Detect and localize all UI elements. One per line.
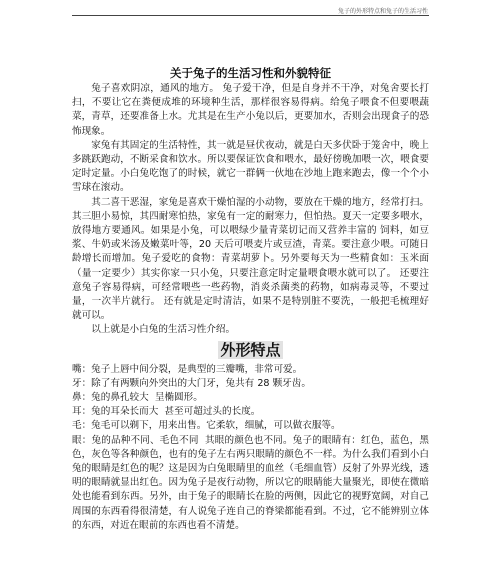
- feature-item-mouth: 嘴：兔子上唇中间分裂，是典型的三瓣嘴，非常可爱。: [72, 363, 303, 375]
- paragraph: 兔子喜欢阴凉，通风的地方。 兔子爱干净，但是自身并不干净，对兔舍要长打扫，不要让它在粪便成堆的环境种生活，那样很容易得病。给兔子喂食不但要喂蔬菜，青草，还要准备上水。尤其是在生产小兔以后，更要加水，否则会出现食子的恐怖现象。: [72, 83, 429, 137]
- paragraph: 其二喜干恶湿，家兔是喜欢干燥怕湿的小动物，要放在干燥的地方，经常打扫。其三胆小易惊，其四耐寒怕热，家兔有一定的耐寒力，但怕热。夏天一定要多喂水，放得地方要通风。如果是小兔，可以喂绿少量青菜切记而又营养丰富的 饲料，如豆浆、牛奶或米汤及嫩菜叶等，20 天后可喂麦片或豆渣，青菜。要注意少喂。可随日龄增长而增加。兔子爱吃的食物：青菜胡萝卜。另外要每天为一些精食如：玉米面（量一定要少）其实你家一只小兔，只要注意定时定量喂食喂水就可以了。 还要注意兔子容易得病，可经常喂些一些药物，消炎杀菌类的药物，如病毒灵等，不要过量，一次半片就行。 还有就是定时清洁，如果不是特别脏不要洗，一般把毛梳理好就可以。: [72, 196, 429, 322]
- page-header-title: 兔子的外形特点和兔子的生活习性: [337, 8, 428, 15]
- feature-item-teeth: 牙：除了有两颗向外突出的大门牙，兔共有 28 颗牙齿。: [72, 377, 311, 389]
- document-title: 关于兔子的生活习性和外貌特征: [170, 66, 331, 80]
- feature-item-nose: 鼻：兔的鼻孔较大 呈椭圆形。: [72, 392, 203, 404]
- feature-item-ears: 耳：兔的耳朵长而大 甚至可超过头的长度。: [72, 406, 261, 418]
- section-heading-text: 外形特点: [220, 340, 281, 359]
- paragraph: 以上就是小白兔的生活习性介绍。: [91, 324, 236, 336]
- paragraph: 家兔有其固定的生活特性，其一就是昼伏夜动，就是白天多伏卧于笼舍中，晚上多跳跃跑动，不断采食和饮水。所以要保证饮食和喂水，最好傍晚加喂一次，喂食要定时定量。小白兔吃饱了的时候，就它一群俩一伙地在沙地上跑来跑去，像一个个小雪球在滚动。: [72, 139, 429, 194]
- section-heading: [72, 340, 429, 361]
- feature-item-eyes: 眼：兔的品种不同、毛色不同 其眼的颜色也不同。兔子的眼睛有：红色，蓝色，黑色，灰色等各种颜色，也有的兔子左右两只眼睛的颜色不一样。为什么我们看到小白兔的眼睛是红色的呢？这是因为白兔眼睛里的血丝（毛细血管）反射了外界光线，透明的眼睛就显出红色。因为兔子是夜行动物，所以它的眼睛能大量聚光，即使在微暗处也能看到东西。另外，由于兔子的眼睛长在脸的两侧，因此它的视野宽阔，对自己周围的东西看得很清楚，有人说兔子连自己的脊梁都能看到。不过，它不能辨别立体的东西，对近在眼前的东西也看不清楚。: [72, 434, 429, 531]
- feature-item-fur: 毛：兔毛可以剃下，用来出售。它柔软，细腻，可以做衣服等。: [72, 420, 341, 432]
- header-divider: [72, 15, 429, 16]
- document-body: [72, 66, 429, 533]
